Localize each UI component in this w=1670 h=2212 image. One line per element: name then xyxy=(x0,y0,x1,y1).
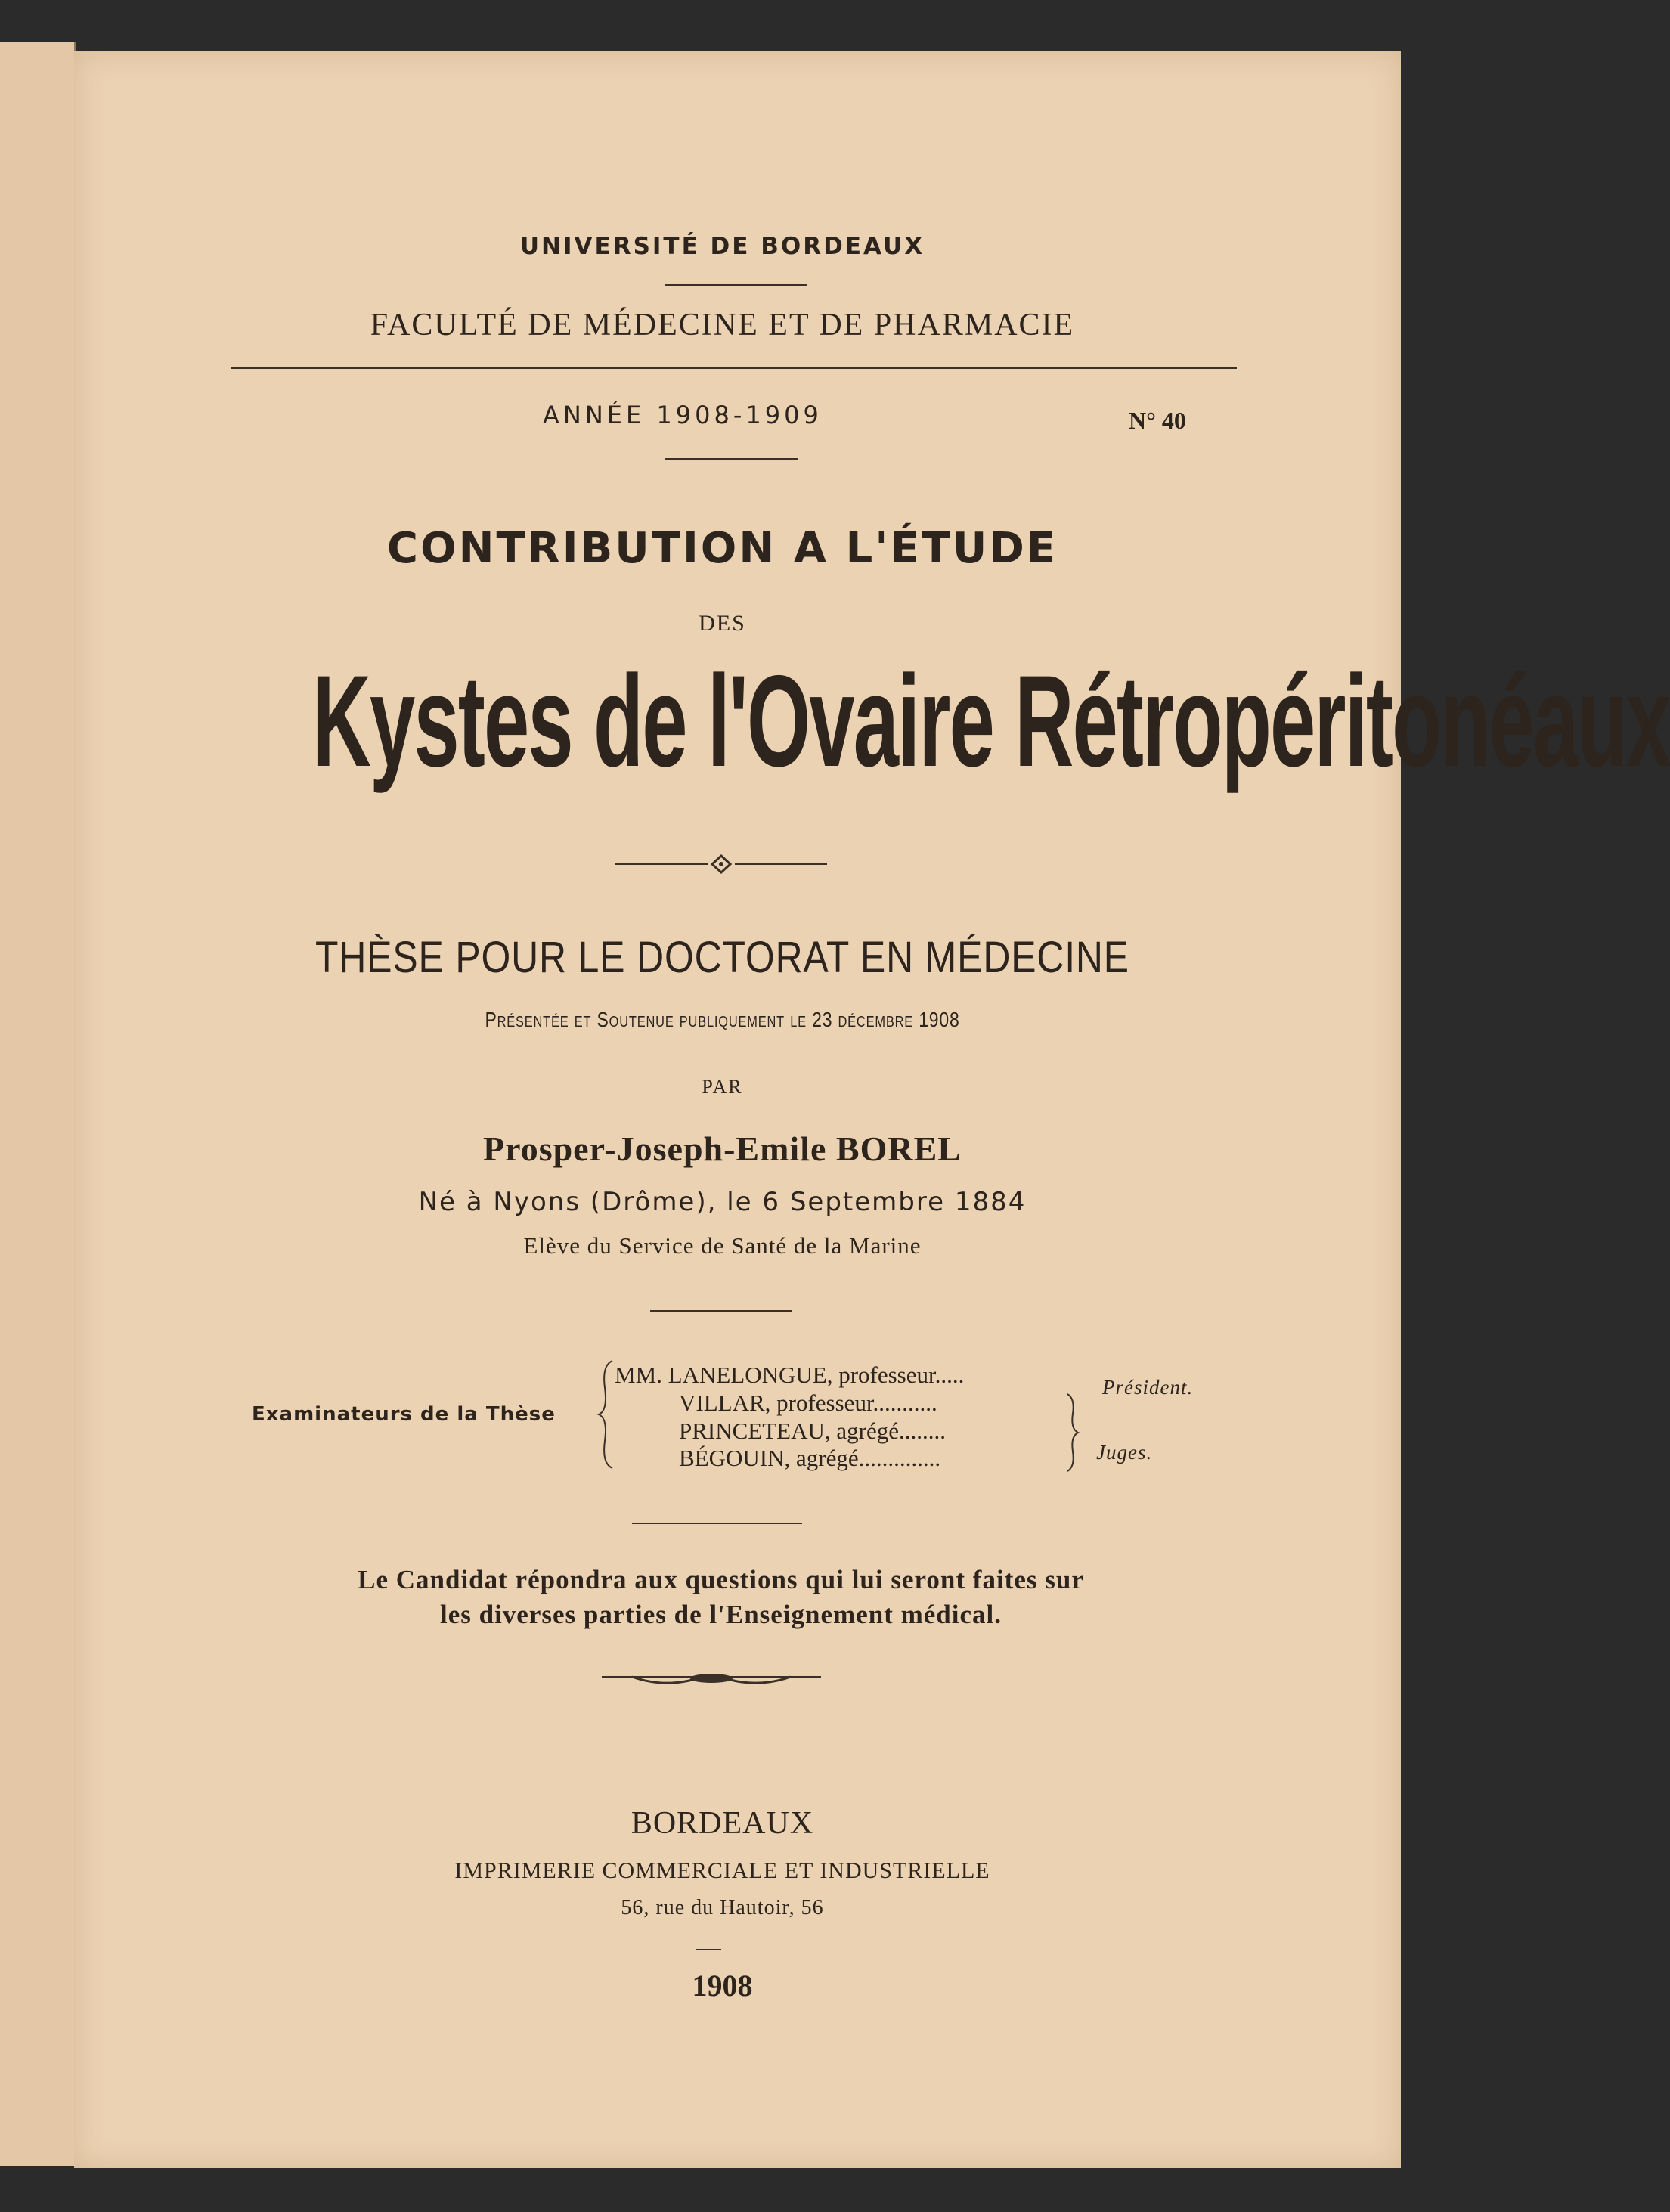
imprint-address: 56, rue du Hautoir, 56 xyxy=(621,1896,824,1919)
title-line-1: CONTRIBUTION A L'ÉTUDE xyxy=(386,524,1058,573)
presentation-line: Présentée et Soutenue publiquement le 23 décembre 1908 xyxy=(485,1008,960,1031)
imprint-city: BORDEAUX xyxy=(631,1806,814,1841)
thesis-heading: THÈSE POUR LE DOCTORAT EN MÉDECINE xyxy=(315,933,1129,982)
thesis-number: N° 40 xyxy=(1129,407,1186,434)
rule-short-1 xyxy=(665,284,807,286)
examiner-row-3: PRINCETEAU, agrégé........ xyxy=(679,1417,946,1444)
author-status: Elève du Service de Santé de la Marine xyxy=(523,1232,922,1259)
academic-year: ANNÉE 1908-1909 xyxy=(543,401,823,429)
rule-short-3 xyxy=(650,1310,792,1312)
ornament-flourish xyxy=(602,1668,821,1690)
rule-long xyxy=(231,367,1237,369)
judges-right-brace xyxy=(1064,1391,1083,1478)
notice-line-2: les diverses parties de l'Enseignement médical. xyxy=(439,1600,1002,1629)
university-name: UNIVERSITÉ DE BORDEAUX xyxy=(519,233,925,260)
examiners-label: Examinateurs de la Thèse xyxy=(252,1403,556,1426)
title-page xyxy=(74,51,1670,2168)
main-title: Kystes de l'Ovaire Rétropéritonéaux xyxy=(311,649,1670,794)
rule-tiny xyxy=(696,1949,721,1950)
judges-role: Juges. xyxy=(1096,1441,1153,1464)
par-label: PAR xyxy=(702,1076,743,1098)
notice-line-1: Le Candidat répondra aux questions qui lui seront faites sur xyxy=(358,1565,1084,1594)
imprint-printer: IMPRIMERIE COMMERCIALE ET INDUSTRIELLE xyxy=(454,1858,990,1883)
rule-short-2 xyxy=(665,458,798,460)
author-birth: Né à Nyons (Drôme), le 6 Septembre 1884 xyxy=(418,1187,1027,1217)
left-page-edge xyxy=(0,42,76,2166)
examiner-row-4: BÉGOUIN, agrégé.............. xyxy=(679,1445,941,1471)
examiners-left-brace xyxy=(594,1358,617,1475)
imprint-year: 1908 xyxy=(692,1969,753,2003)
ornament-divider xyxy=(615,853,827,875)
examiner-row-1: MM. LANELONGUE, professeur..... xyxy=(615,1362,965,1388)
author-name: Prosper-Joseph-Emile BOREL xyxy=(483,1129,962,1168)
examiner-row-2: VILLAR, professeur........... xyxy=(679,1389,937,1416)
title-des: DES xyxy=(699,611,746,636)
faculty-name: FACULTÉ DE MÉDECINE ET DE PHARMACIE xyxy=(370,308,1075,342)
president-role: Président. xyxy=(1102,1376,1194,1399)
rule-short-4 xyxy=(632,1523,802,1524)
